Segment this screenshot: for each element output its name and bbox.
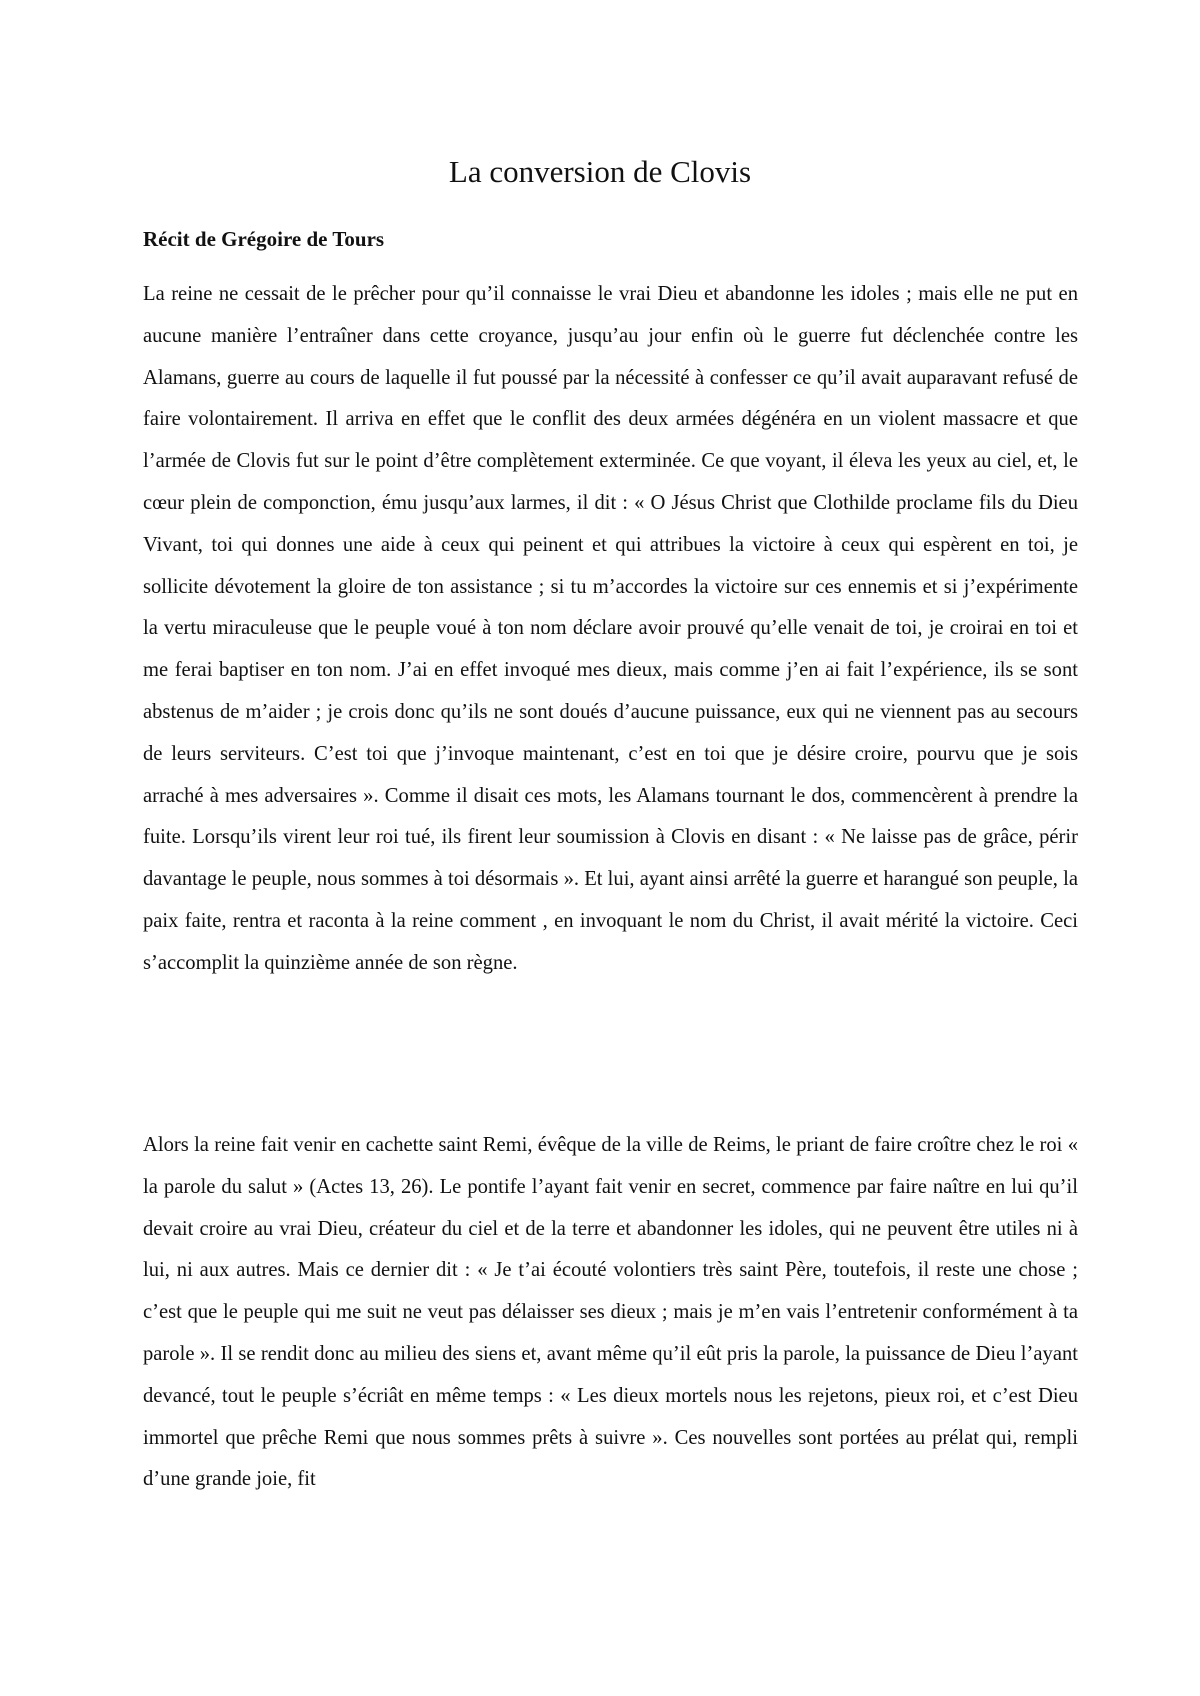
body-paragraph: La reine ne cessait de le prêcher pour qu’il connaisse le vrai Dieu et abandonne les idoles ; mais elle ne put en aucune manière l’entraîner dans cette croyance, jusqu’au jour enfin où le guerre fut déclenchée contre les Alamans, guerre au cours de laquelle il fut poussé par la nécessité à confesser ce qu’il avait auparavant refusé de faire volontairement. Il arriva en effet que le conflit des deux armées dégénéra en un violent massacre et que l’armée de Clovis fut sur le point d’être complètement exterminée. Ce que voyant, il éleva les yeux au ciel, et, le cœur plein de componction, ému jusqu’aux larmes, il dit : « O Jésus Christ que Clothilde proclame fils du Dieu Vivant, toi qui donnes une aide à ceux qui peinent et qui attribues la victoire à ceux qui espèrent en toi, je sollicite dévotement la gloire de ton assistance ; si tu m’accordes la victoire sur ces ennemis et si j’expérimente la vertu miraculeuse que le peuple voué à ton nom déclare avoir prouvé qu’elle venait de toi, je croirai en toi et me ferai baptiser en ton nom. J’ai en effet invoqué mes dieux, mais comme j’en ai fait l’expérience, ils se sont abstenus de m’aider ; je crois donc qu’ils ne sont doués d’aucune puissance, eux qui ne viennent pas au secours de leurs serviteurs. C’est toi que j’invoque maintenant, c’est en toi que je désire croire, pourvu que je sois arraché à mes adversaires ». Comme il disait ces mots, les Alamans tournant le dos, commencèrent à prendre la fuite. Lorsqu’ils virent leur roi tué, ils firent leur soumission à Clovis en disant : « Ne laisse pas de grâce, périr davantage le peuple, nous sommes à toi désormais ». Et lui, ayant ainsi arrêté la guerre et harangué son peuple, la paix faite, rentra et raconta à la reine comment , en invoquant le nom du Christ, il avait mérité la victoire. Ceci s’accomplit la quinzième année de son règne. — [143, 283, 1078, 974]
page-title: La conversion de Clovis — [448, 154, 752, 189]
body-paragraph: Alors la reine fait venir en cachette saint Remi, évêque de la ville de Reims, le priant de faire croître chez le roi « la parole du salut » (Actes 13, 26). Le pontife l’ayant fait venir en secret, commence par faire naître en lui qu’il devait croire au vrai Dieu, créateur du ciel et de la terre et abandonner les idoles, qui ne peuvent être utiles ni à lui, ni aux autres. Mais ce dernier dit : « Je t’ai écouté volontiers très saint Père, toutefois, il reste une chose ; c’est que le peuple qui me suit ne veut pas délaisser ses dieux ; mais je m’en vais l’entretenir conformément à ta parole ». Il se rendit donc au milieu des siens et, avant même qu’il eût pris la parole, la puissance de Dieu l’ayant devancé, tout le peuple s’écriât en même temps : « Les dieux mortels nous les rejetons, pieux roi, et c’est Dieu immortel que prêche Remi que nous sommes prêts à suivre ». Ces nouvelles sont portées au prélat qui, rempli d’une grande joie, fit — [143, 1134, 1078, 1491]
section-heading: Récit de Grégoire de Tours — [143, 227, 385, 251]
